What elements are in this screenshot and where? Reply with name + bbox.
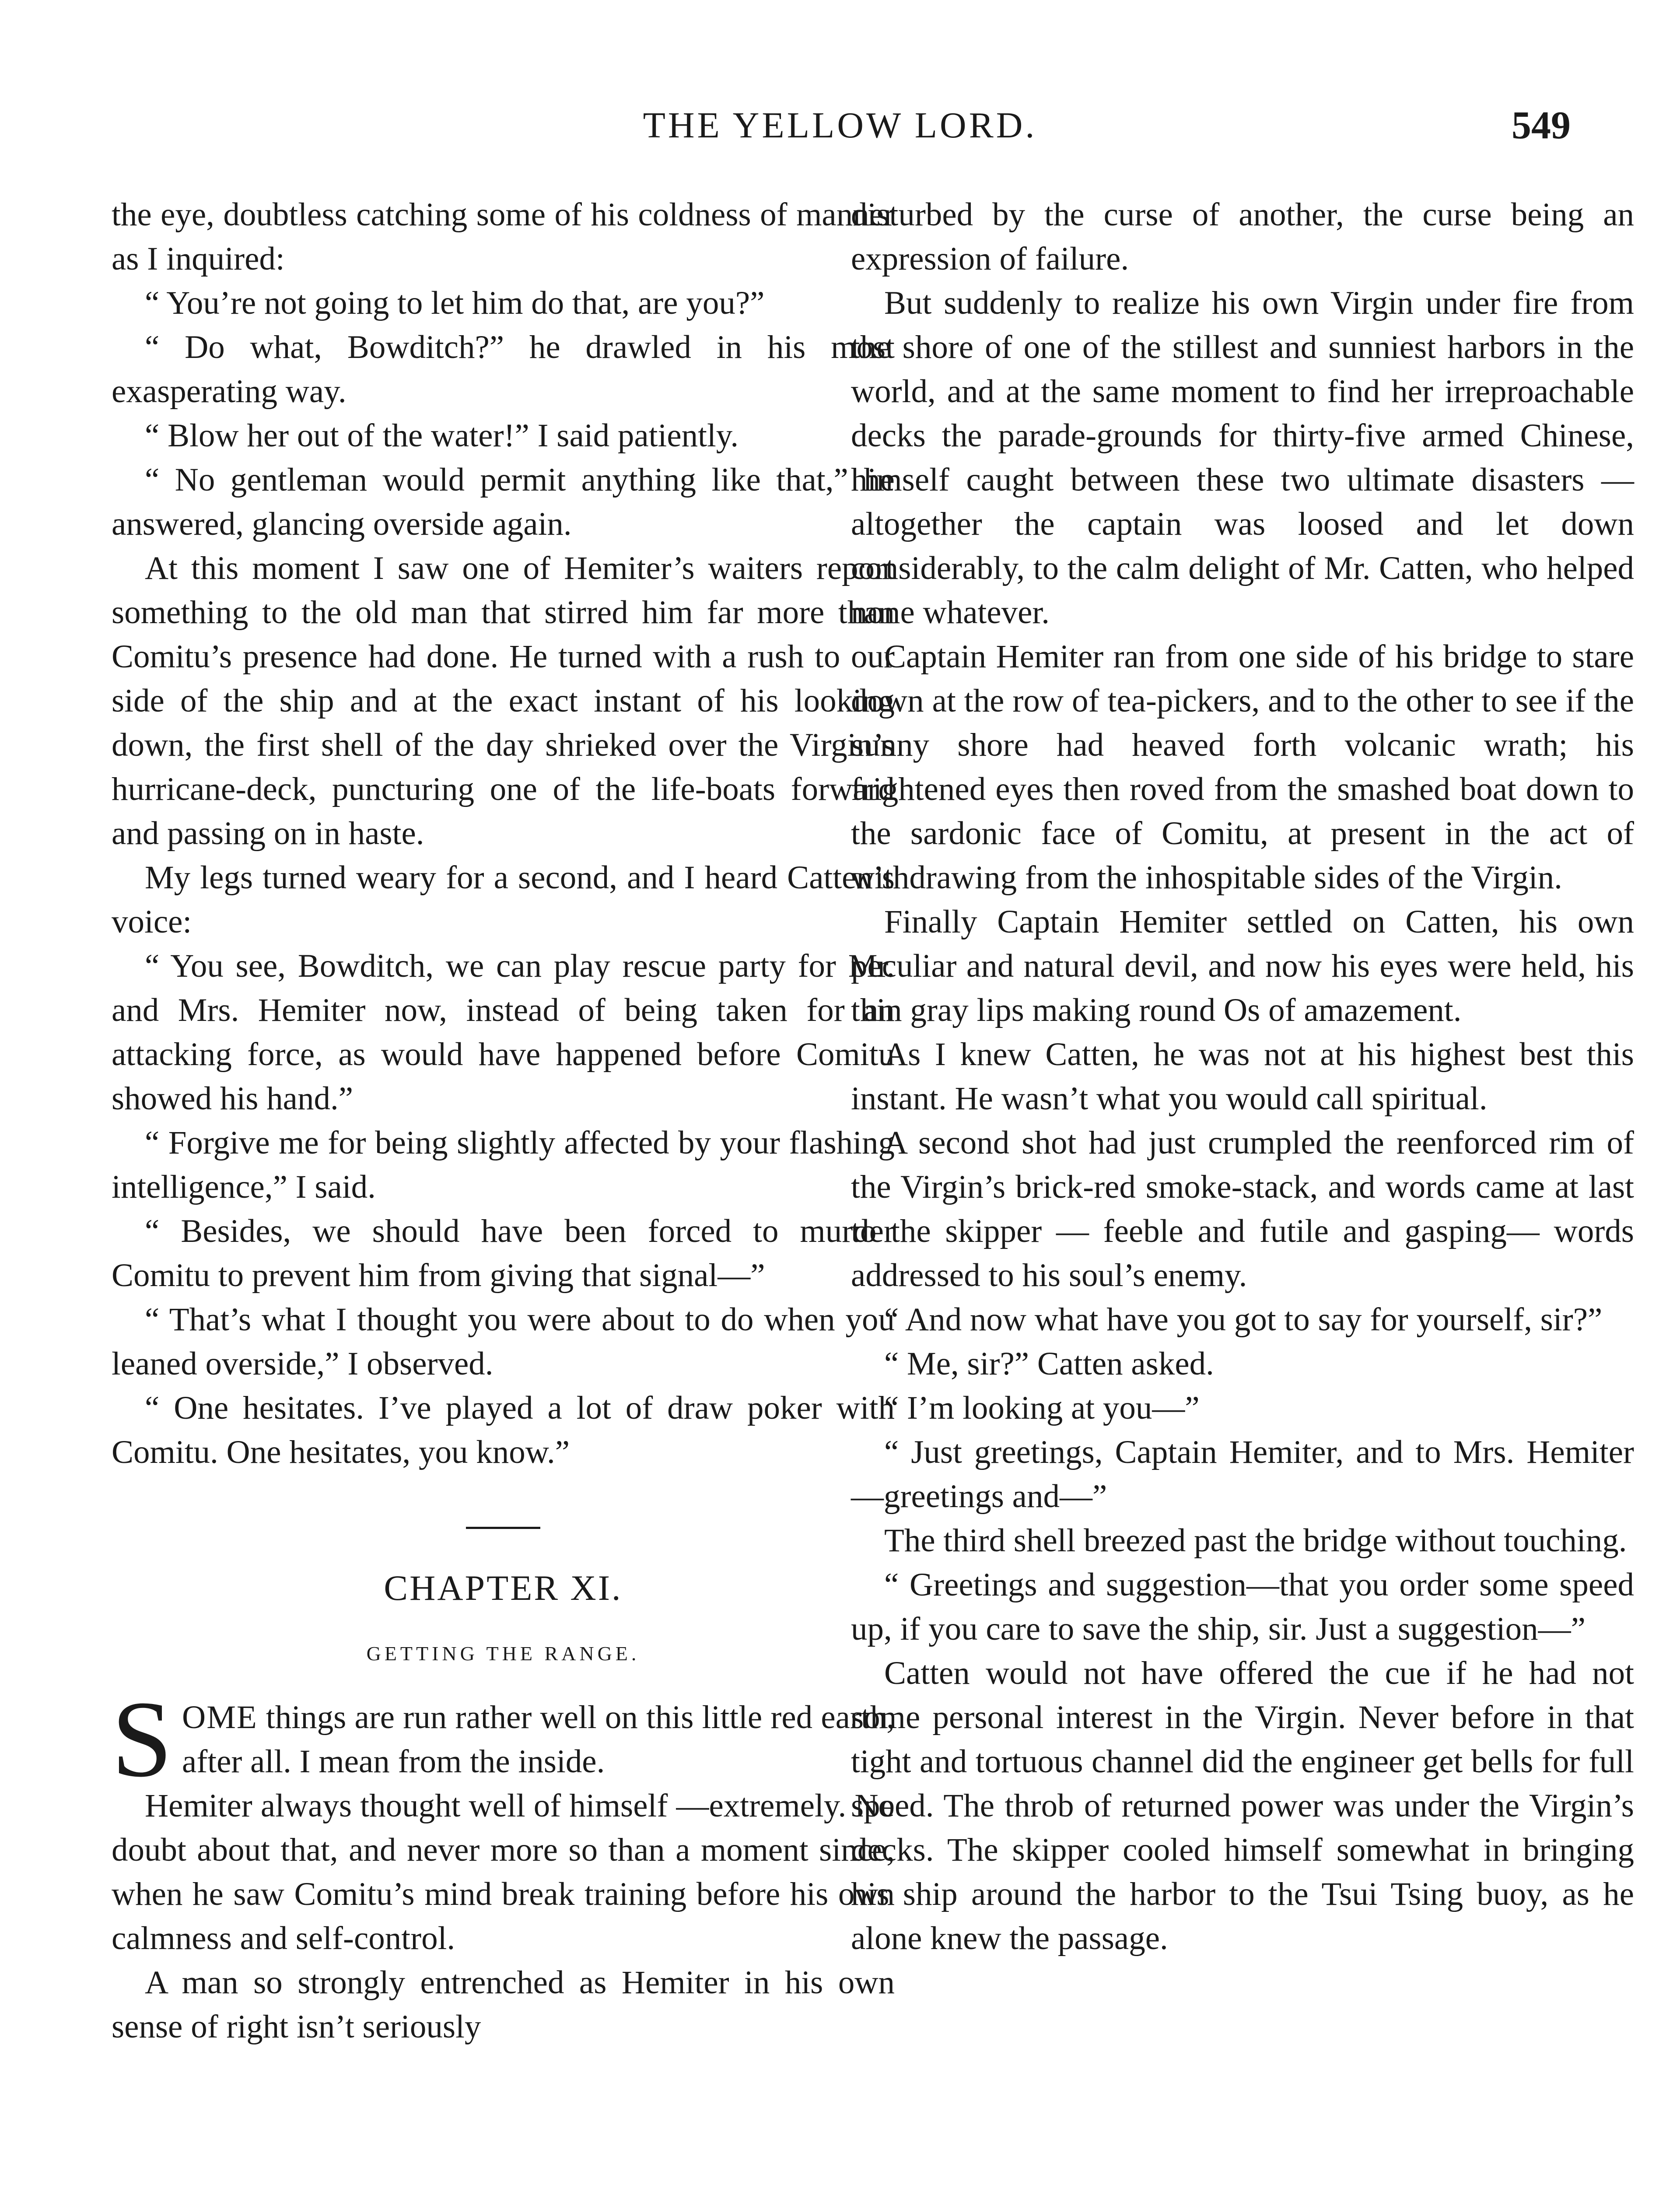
body-paragraph: At this moment I saw one of Hemiter’s waiters report something to the old man that stirred him far more than Comitu’s presence had done. He turned with a rush to our side of the ship and at the exact instant of his looking down, the first shell of the day shrieked over the Virgin’s hurricane-deck, puncturing one of the life-boats forward and passing on in haste. <box>112 550 895 852</box>
body-paragraph: A second shot had just crumpled the reenforced rim of the Virgin’s brick-red smoke-stack, and words came at last to the skipper — feeble and futile and gasping— words addressed to his soul’s enemy. <box>851 1125 1634 1294</box>
page-number: 549 <box>1512 104 1571 147</box>
chapter-divider-rule <box>466 1527 540 1529</box>
body-paragraph: Catten would not have offered the cue if he had not some personal interest in the Virgin. Never before in that tight and tortuous channel did the engineer get bells for full speed. The throb of returned power was under the Virgin’s decks. The skipper cooled himself somewhat in bringing his ship around the harbor to the Tsui Tsing buoy, as he alone knew the passage. <box>851 1655 1634 1957</box>
body-paragraph: “ One hesitates. I’ve played a lot of draw poker with Comitu. One hesitates, you know.” <box>112 1390 895 1470</box>
body-paragraph: Hemiter always thought well of himself —extremely. No doubt about that, and never more so than a moment since, when he saw Comitu’s mind break training before his own calmness and self-control. <box>112 1788 895 1957</box>
body-paragraph: But suddenly to realize his own Virgin under fire from the shore of one of the stillest and sunniest harbors in the world, and at the same moment to find her irreproachable decks the parade-grounds for thirty-five armed Chinese, himself caught between these two ultimate disasters — altogether the captain was loosed and let down considerably, to the calm delight of Mr. Catten, who helped none whatever. <box>851 285 1634 631</box>
chapter-opening-paragraph <box>112 1679 895 1800</box>
opening-small-caps: OME <box>182 1699 258 1736</box>
body-paragraph: Captain Hemiter ran from one side of his bridge to stare down at the row of tea-pickers, and to the other to see if the sunny shore had heaved forth volcanic wrath; his frightened eyes then roved from the smashed boat down to the sardonic face of Comitu, at present in the act of withdrawing from the inhospitable sides of the Virgin. <box>851 638 1634 896</box>
body-paragraph: Finally Captain Hemiter settled on Catten, his own peculiar and natural devil, and now his eyes were held, his thin gray lips making round Os of amazement. <box>851 904 1634 1028</box>
body-paragraph: “ You see, Bowditch, we can play rescue party for Mr. and Mrs. Hemiter now, instead of being taken for an attacking force, as would have happened before Comitu showed his hand.” <box>112 948 895 1117</box>
body-paragraph: My legs turned weary for a second, and I heard Catten’s voice: <box>112 859 895 940</box>
running-title: THE YELLOW LORD. <box>643 105 1037 146</box>
running-head <box>0 102 1680 150</box>
body-paragraph: disturbed by the curse of another, the curse being an expression of failure. <box>851 196 1634 277</box>
body-paragraph: “ That’s what I thought you were about to do when you leaned overside,” I observed. <box>112 1301 895 1382</box>
left-column <box>112 193 895 2049</box>
body-paragraph: “ Besides, we should have been forced to murder Comitu to prevent him from giving that signal—” <box>112 1213 895 1294</box>
body-paragraph: As I knew Catten, he was not at his highest best this instant. He wasn’t what you would call spiritual. <box>851 1036 1634 1117</box>
body-paragraph: “ I’m looking at you—” <box>884 1390 1200 1426</box>
body-paragraph: the eye, doubtless catching some of his coldness of manner as I inquired: <box>112 196 895 277</box>
right-column <box>851 193 1634 1960</box>
body-paragraph: “ Blow her out of the water!” I said patiently. <box>145 417 739 454</box>
body-paragraph: “ Me, sir?” Catten asked. <box>884 1346 1214 1382</box>
body-paragraph: A man so strongly entrenched as Hemiter in his own sense of right isn’t seriously <box>112 1964 895 2045</box>
chapter-title: CHAPTER XI. <box>384 1568 623 1608</box>
right-paragraphs <box>851 193 1634 1960</box>
body-paragraph: “ Just greetings, Captain Hemiter, and to Mrs. Hemiter—greetings and—” <box>851 1434 1634 1515</box>
body-paragraph: “ No gentleman would permit anything like that,” he answered, glancing overside again. <box>112 462 895 542</box>
chapter-subtitle: GETTING THE RANGE. <box>366 1642 640 1665</box>
body-paragraph: “ Forgive me for being slightly affected by your flashing intelligence,” I said. <box>112 1125 895 1205</box>
left-paragraphs-before-chapter <box>112 193 895 1474</box>
body-paragraph: “ You’re not going to let him do that, are you?” <box>145 285 765 321</box>
left-paragraphs-after-chapter <box>112 1784 895 2049</box>
body-paragraph: “ Do what, Bowditch?” he drawled in his most exasperating way. <box>112 329 895 410</box>
drop-cap-letter: S <box>112 1679 173 1800</box>
body-paragraph: “ Greetings and suggestion—that you order some speed up, if you care to save the ship, sir. Just a suggestion—” <box>851 1567 1634 1647</box>
opening-text: things are run rather well on this little red earth, after all. I mean from the inside. <box>182 1699 895 1780</box>
body-paragraph: “ And now what have you got to say for yourself, sir?” <box>884 1301 1603 1338</box>
body-paragraph: The third shell breezed past the bridge without touching. <box>884 1522 1627 1559</box>
